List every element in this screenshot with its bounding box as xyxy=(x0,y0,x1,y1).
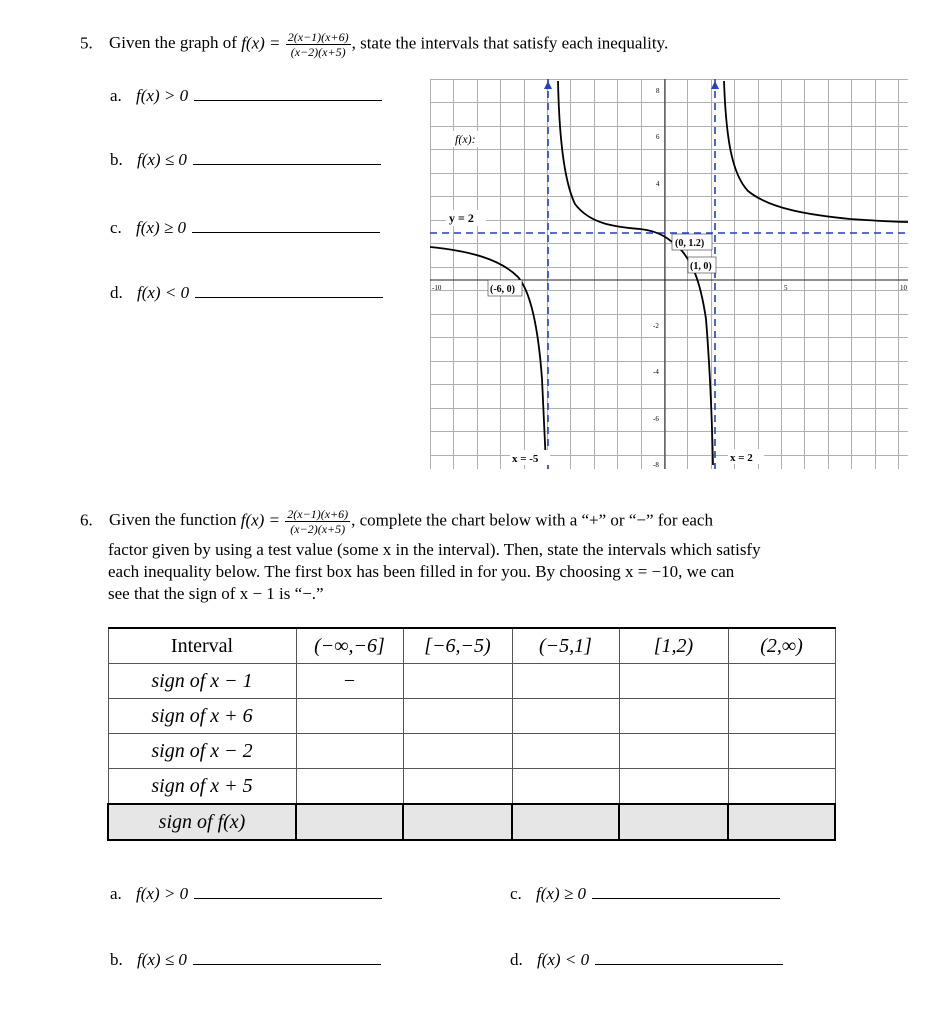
cell[interactable] xyxy=(728,699,835,734)
q6-item-d-answer-line[interactable] xyxy=(595,963,783,965)
q6-prompt-line4: see that the sign of x − 1 is “−.” xyxy=(108,584,324,603)
q6-prompt-line2: factor given by using a test value (some x in the interval). Then, state the intervals which satisfy xyxy=(108,540,761,559)
q5-lead: Given the graph of xyxy=(109,33,237,53)
header-interval-2: [−6,−5) xyxy=(403,628,512,664)
q6-item-d xyxy=(510,950,783,970)
row-label-x-plus-6: sign of x + 6 xyxy=(108,699,296,734)
label-point-neg6-0: (-6, 0) xyxy=(490,284,515,295)
q6-item-d-letter: d. xyxy=(510,950,523,969)
cell[interactable] xyxy=(619,804,728,840)
cell[interactable] xyxy=(403,699,512,734)
row-label-x-minus-1: sign of x − 1 xyxy=(108,664,296,699)
cell[interactable] xyxy=(728,804,835,840)
label-y-asymptote: y = 2 xyxy=(449,211,474,225)
graph-grid xyxy=(430,79,908,469)
sign-chart-header-row xyxy=(108,628,835,664)
q5-item-a-letter: a. xyxy=(110,86,122,105)
cell[interactable] xyxy=(512,699,619,734)
cell[interactable] xyxy=(619,734,728,769)
cell[interactable] xyxy=(512,804,619,840)
header-interval: Interval xyxy=(108,628,296,664)
header-interval-5: (2,∞) xyxy=(728,628,835,664)
q5-item-d-letter: d. xyxy=(110,283,123,302)
q6-item-b xyxy=(110,950,381,970)
q6-item-b-letter: b. xyxy=(110,950,123,969)
q6-item-a-expr: f(x) > 0 xyxy=(136,884,189,903)
cell[interactable] xyxy=(728,664,835,699)
cell[interactable] xyxy=(728,769,835,805)
cell[interactable] xyxy=(296,804,403,840)
q5-item-d-expr: f(x) < 0 xyxy=(137,283,190,302)
q6-number: 6. xyxy=(80,510,93,530)
q5-number: 5. xyxy=(80,33,93,53)
q5-item-c xyxy=(110,218,380,238)
q6-prompt-line1 xyxy=(80,507,713,536)
tick-y-4: 4 xyxy=(656,180,660,188)
q6-item-b-answer-line[interactable] xyxy=(193,963,381,965)
cell[interactable] xyxy=(512,664,619,699)
sign-chart-table xyxy=(107,627,836,841)
tick-y-n8: -8 xyxy=(653,461,659,469)
q5-fx: f(x) = xyxy=(241,33,281,53)
q5-item-c-answer-line[interactable] xyxy=(192,231,380,233)
row-label-x-plus-5: sign of x + 5 xyxy=(108,769,296,805)
tick-x-max: 10 xyxy=(900,284,907,292)
q6-item-d-expr: f(x) < 0 xyxy=(537,950,590,969)
header-interval-4: [1,2) xyxy=(619,628,728,664)
q5-fraction xyxy=(286,30,351,59)
q5-numerator: 2(x−1)(x+6) xyxy=(287,30,349,44)
arrow-up-left-asymptote xyxy=(544,81,552,89)
header-interval-1: (−∞,−6] xyxy=(296,628,403,664)
table-row xyxy=(108,734,835,769)
q5-item-a-answer-line[interactable] xyxy=(194,99,382,101)
q5-item-b-answer-line[interactable] xyxy=(193,163,381,165)
cell[interactable]: − xyxy=(296,664,403,699)
q6-tail: , complete the chart below with a “+” or “−” for each xyxy=(351,510,713,530)
cell[interactable] xyxy=(296,699,403,734)
q5-denominator: (x−2)(x+5) xyxy=(290,45,346,59)
q6-item-b-expr: f(x) ≤ 0 xyxy=(137,950,187,969)
header-interval-3: (−5,1] xyxy=(512,628,619,664)
cell[interactable] xyxy=(512,734,619,769)
cell[interactable] xyxy=(403,804,512,840)
cell[interactable] xyxy=(296,769,403,805)
row-label-x-minus-2: sign of x − 2 xyxy=(108,734,296,769)
q5-item-a-expr: f(x) > 0 xyxy=(136,86,189,105)
q5-prompt xyxy=(80,30,668,59)
label-point-1-0: (1, 0) xyxy=(690,261,712,272)
q6-item-a-answer-line[interactable] xyxy=(194,897,382,899)
q6-item-a xyxy=(110,884,382,904)
q6-prompt-line3: each inequality below. The first box has been filled in for you. By choosing x = −10, we can xyxy=(108,562,735,581)
cell[interactable] xyxy=(512,769,619,805)
cell[interactable] xyxy=(619,664,728,699)
label-x-asymptote-left: x = -5 xyxy=(512,453,539,465)
cell[interactable] xyxy=(403,664,512,699)
tick-y-n4: -4 xyxy=(653,368,659,376)
cell[interactable] xyxy=(619,769,728,805)
tick-y-6: 6 xyxy=(656,133,660,141)
tick-x-mid: 5 xyxy=(784,284,788,292)
q5-tail: , state the intervals that satisfy each inequality. xyxy=(351,33,669,53)
tick-y-n2: -2 xyxy=(653,322,659,330)
q5-item-d-answer-line[interactable] xyxy=(195,296,383,298)
q6-item-c xyxy=(510,884,780,904)
q6-fraction xyxy=(285,507,350,536)
q6-numerator: 2(x−1)(x+6) xyxy=(287,507,349,521)
cell[interactable] xyxy=(728,734,835,769)
cell[interactable] xyxy=(403,734,512,769)
table-row xyxy=(108,664,835,699)
q5-item-d xyxy=(110,283,383,303)
q6-fx: f(x) = xyxy=(240,510,281,530)
q6-lead: Given the function xyxy=(109,510,237,530)
cell[interactable] xyxy=(403,769,512,805)
q5-item-b-letter: b. xyxy=(110,150,123,169)
q5-item-c-letter: c. xyxy=(110,218,122,237)
label-x-asymptote-right: x = 2 xyxy=(730,452,753,464)
table-row xyxy=(108,699,835,734)
tick-x-min: -10 xyxy=(432,284,442,292)
q6-item-c-expr: f(x) ≥ 0 xyxy=(536,884,586,903)
graph-svg xyxy=(430,79,908,469)
q6-item-c-letter: c. xyxy=(510,884,522,903)
q6-item-c-answer-line[interactable] xyxy=(592,897,780,899)
tick-y-8: 8 xyxy=(656,87,660,95)
q5-item-c-expr: f(x) ≥ 0 xyxy=(136,218,186,237)
label-fx: f(x): xyxy=(455,132,476,146)
table-row xyxy=(108,769,835,805)
function-graph xyxy=(430,79,908,474)
label-point-0-1-2: (0, 1.2) xyxy=(675,238,705,249)
tick-y-n6: -6 xyxy=(653,415,659,423)
q5-item-b xyxy=(110,150,381,170)
arrow-up-right-asymptote xyxy=(711,81,719,89)
q5-item-b-expr: f(x) ≤ 0 xyxy=(137,150,187,169)
q6-denominator: (x−2)(x+5) xyxy=(290,522,346,536)
table-row xyxy=(108,804,835,840)
cell[interactable] xyxy=(296,734,403,769)
q5-item-a xyxy=(110,86,382,106)
cell[interactable] xyxy=(619,699,728,734)
row-label-f-of-x: sign of f(x) xyxy=(108,804,296,840)
q6-item-a-letter: a. xyxy=(110,884,122,903)
